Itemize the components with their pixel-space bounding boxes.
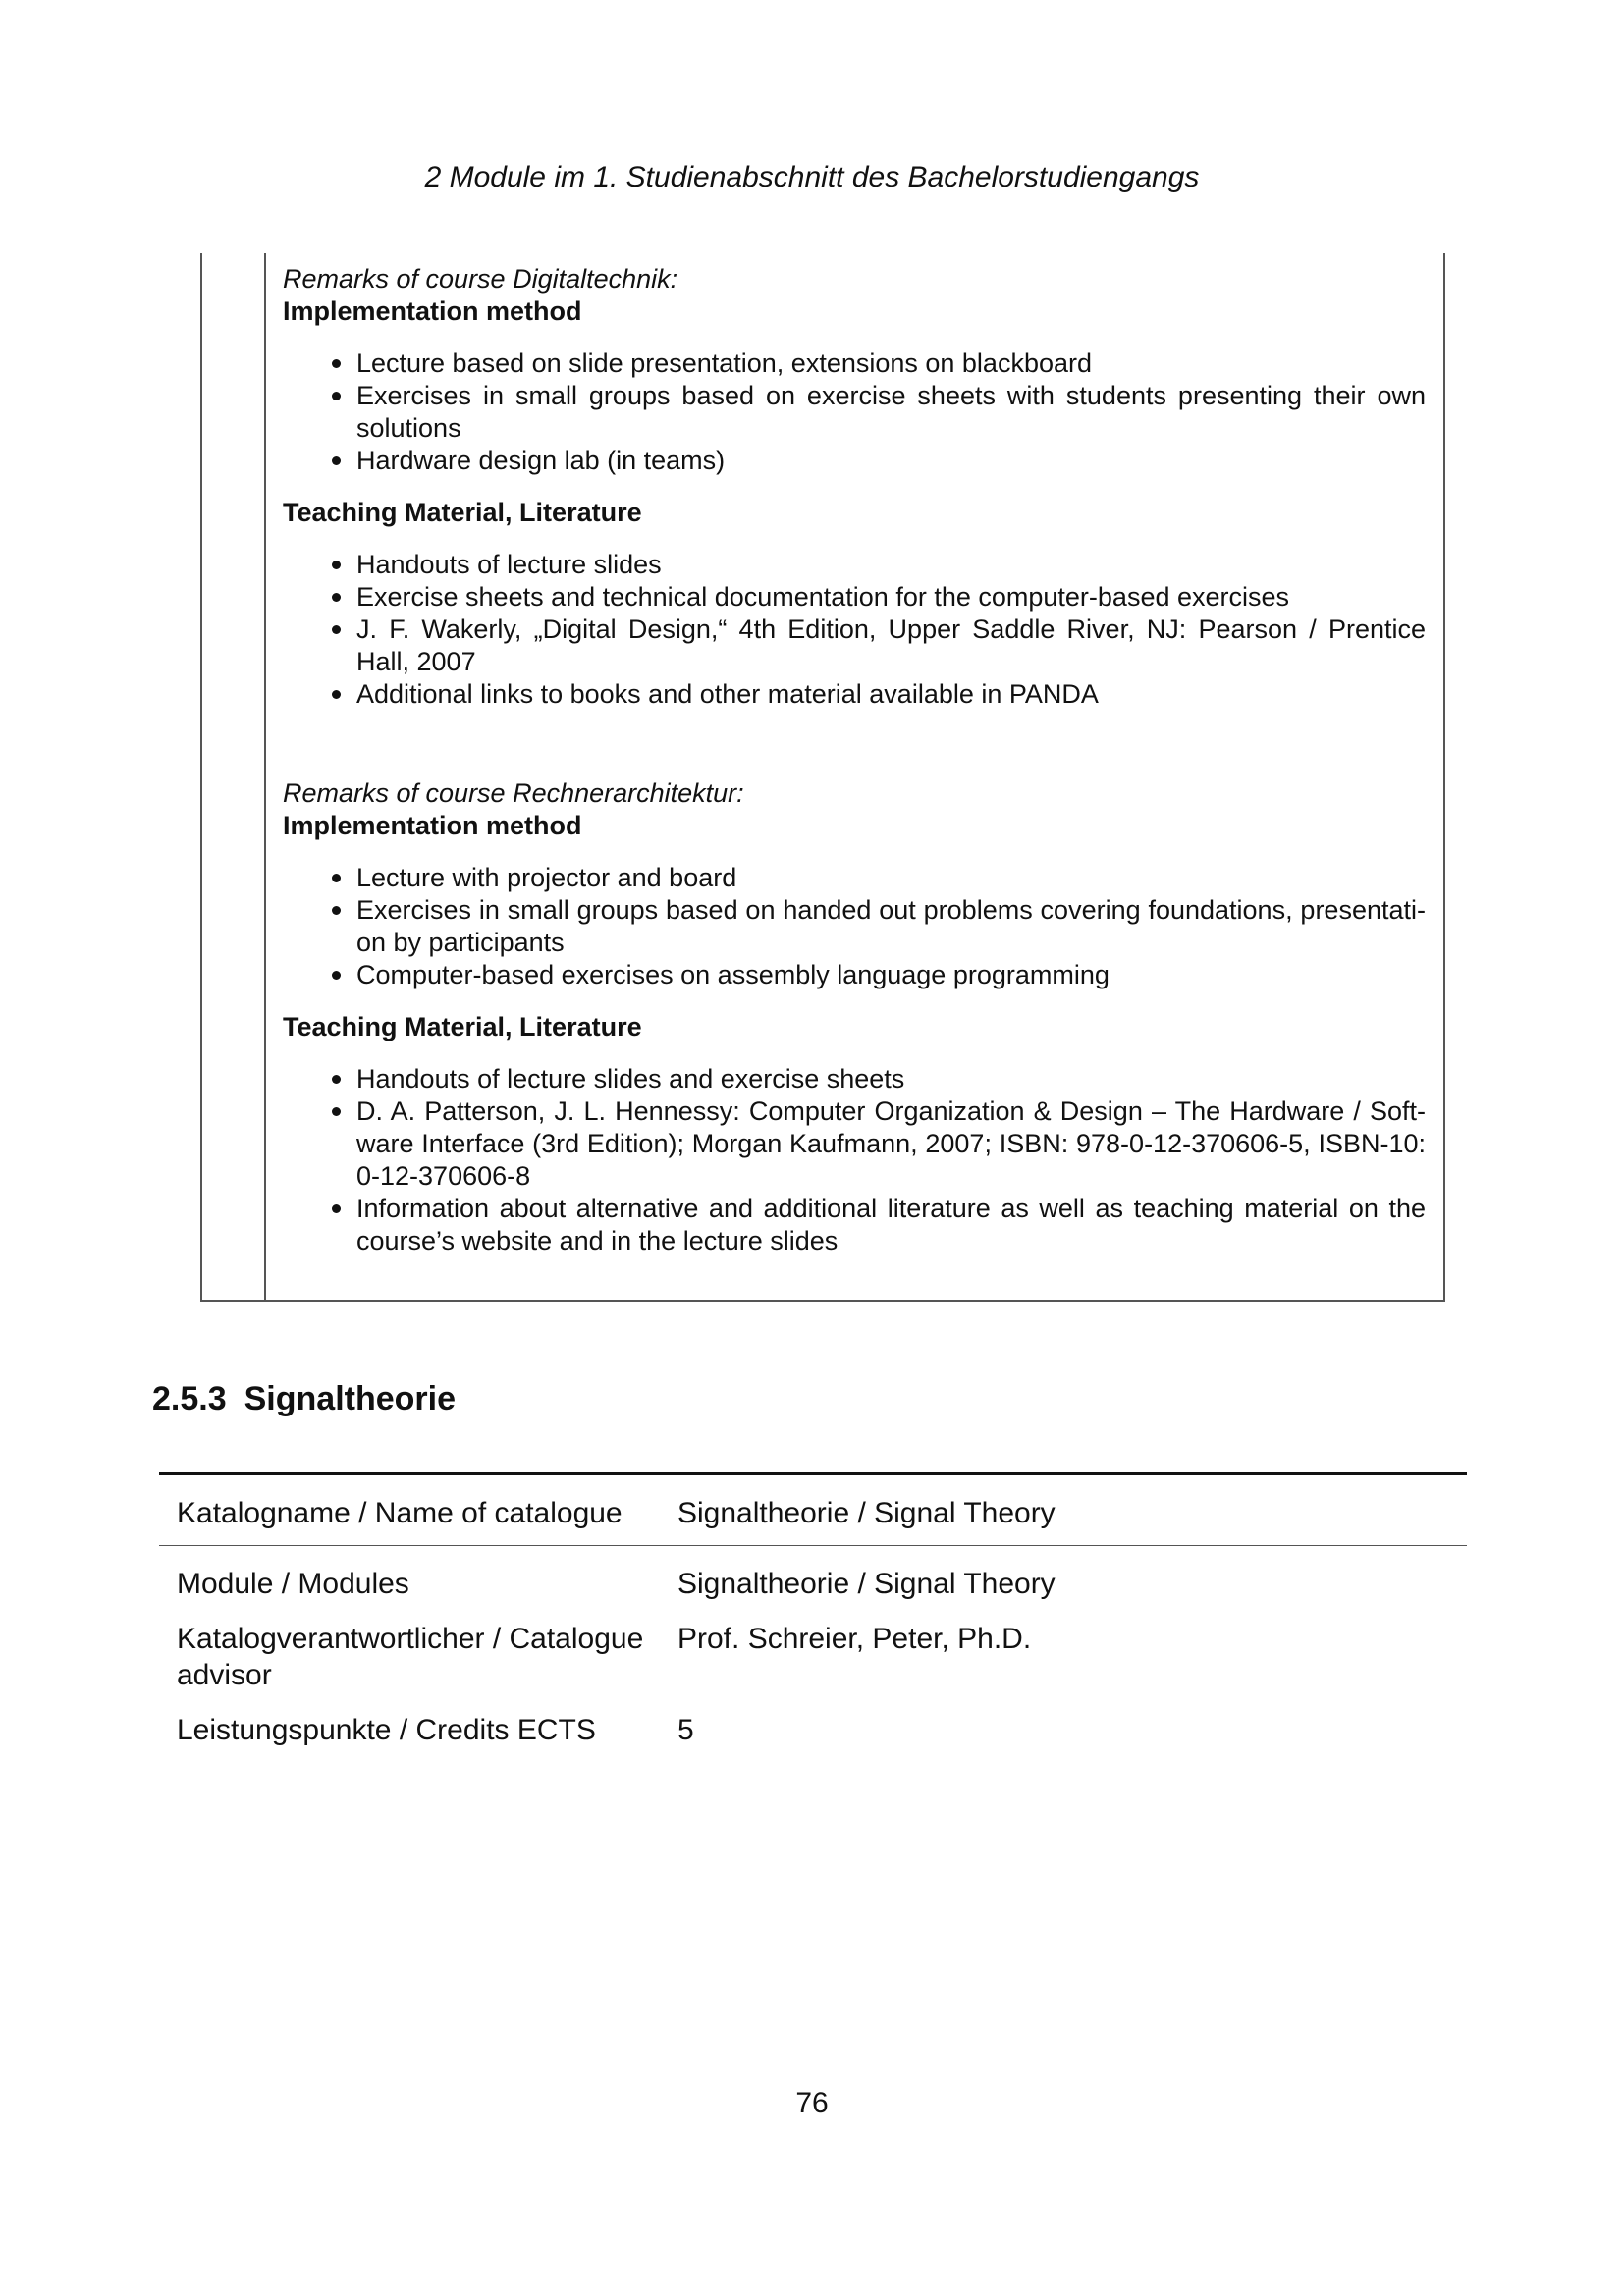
table-value: Prof. Schreier, Peter, Ph.D. <box>677 1623 1032 1655</box>
list-item: Lecture with projector and board <box>356 862 1426 894</box>
box-content <box>283 263 1426 1277</box>
table-value: Signaltheorie / Signal Theory <box>677 1497 1056 1529</box>
table-label: Module / Modules <box>177 1568 409 1600</box>
implementation-method-heading: Implementation method <box>283 811 582 840</box>
list-item: D. A. Patterson, J. L. Hennessy: Computer Organization & Design – The Hardware / Soft-ware Interface (3rd Edition); Morgan Kaufmann, 2007; ISBN: 978-0-12-370606-5, ISBN-10: 0-12-370606-8 <box>356 1096 1426 1191</box>
table-row <box>159 1712 1467 1748</box>
page-number: 76 <box>795 2087 829 2119</box>
section-name: Signaltheorie <box>244 1380 456 1417</box>
table-row <box>159 1621 1467 1693</box>
list-item: Hardware design lab (in teams) <box>356 445 1426 477</box>
catalogue-table <box>159 1472 1467 1748</box>
implementation-list <box>283 862 1426 991</box>
remark-digitaltechnik: Remarks of course Digitaltechnik: <box>283 264 678 294</box>
table-row <box>159 1546 1467 1602</box>
list-item: Additional links to books and other material available in PANDA <box>356 678 1426 711</box>
table-label: Leistungspunkte / Credits ECTS <box>177 1714 596 1746</box>
table-label: Katalogverantwortlicher / Catalogue advisor <box>177 1623 644 1691</box>
list-item: Exercises in small groups based on exercise sheets with students presenting their own solutions <box>356 381 1426 443</box>
list-item: Handouts of lecture slides and exercise sheets <box>356 1063 1426 1095</box>
remark-rechnerarchitektur: Remarks of course Rechnerarchitektur: <box>283 778 744 808</box>
implementation-list <box>283 347 1426 477</box>
implementation-method-heading: Implementation method <box>283 296 582 326</box>
list-item: J. F. Wakerly, „Digital Design,“ 4th Edition, Upper Saddle River, NJ: Pearson / Prentice Hall, 2007 <box>356 614 1426 676</box>
section-number: 2.5.3 <box>152 1380 227 1417</box>
module-description-box <box>200 253 1445 1302</box>
list-item: Computer-based exercises on assembly language programming <box>356 959 1426 991</box>
box-column-divider <box>264 253 266 1300</box>
table-value: 5 <box>677 1714 694 1746</box>
teaching-material-list <box>283 1063 1426 1257</box>
table-header-row <box>159 1475 1467 1545</box>
list-item: Exercises in small groups based on handed out problems covering foundations, presentati-on by participants <box>356 895 1426 957</box>
list-item: Exercise sheets and technical documentation for the computer-based exercises <box>356 581 1426 614</box>
list-item: Information about alternative and additional literature as well as teaching material on the course’s website and in the lecture slides <box>356 1194 1426 1255</box>
table-label: Katalogname / Name of catalogue <box>177 1497 623 1529</box>
list-item: Lecture based on slide presentation, extensions on blackboard <box>356 347 1426 380</box>
list-item: Handouts of lecture slides <box>356 549 1426 581</box>
running-header: 2 Module im 1. Studienabschnitt des Bachelorstudiengangs <box>424 161 1200 193</box>
teaching-material-heading: Teaching Material, Literature <box>283 498 642 527</box>
teaching-material-list <box>283 549 1426 711</box>
table-value: Signaltheorie / Signal Theory <box>677 1568 1056 1600</box>
teaching-material-heading: Teaching Material, Literature <box>283 1012 642 1041</box>
section-title <box>152 1380 456 1418</box>
